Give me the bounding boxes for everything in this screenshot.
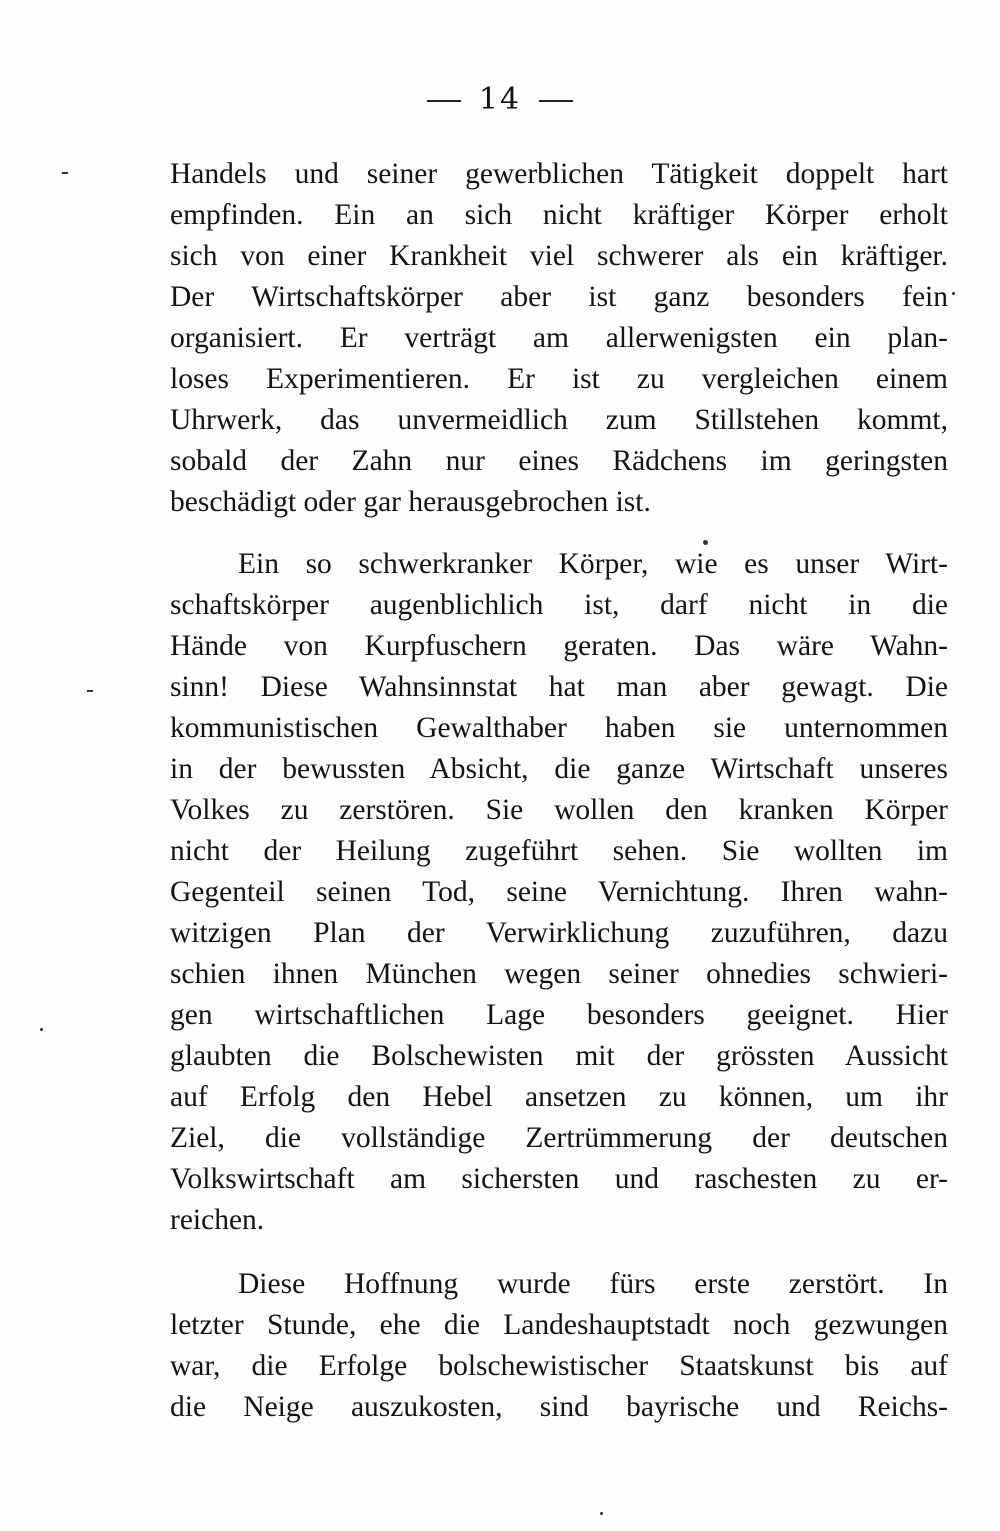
text-line: Ziel, die vollständige Zertrümmerung der deutschen [170, 1122, 948, 1154]
print-speck [703, 540, 708, 545]
text-line: Uhrwerk, das unvermeidlich zum Stillstehen kommt, [170, 404, 948, 436]
text-line: sinn! Diese Wahnsinnstat hat man aber gewagt. Die [170, 671, 948, 703]
print-speck [600, 1512, 603, 1515]
print-speck [952, 292, 955, 295]
text-line: gen wirtschaftlichen Lage besonders geeignet. Hier [170, 999, 948, 1031]
text-line: Diese Hoffnung wurde fürs erste zerstört. In [238, 1268, 948, 1300]
text-line: Handels und seiner gewerblichen Tätigkeit doppelt hart [170, 158, 948, 190]
text-line: Hände von Kurpfuschern geraten. Das wäre Wahn- [170, 630, 948, 662]
header-dash-left [427, 100, 461, 102]
paragraph-3 [170, 1264, 948, 1428]
text-line: schaftskörper augenblichlich ist, darf nicht in die [170, 589, 948, 621]
text-line: Der Wirtschaftskörper aber ist ganz besonders fein [170, 281, 948, 313]
print-speck [87, 690, 93, 692]
text-line: empfinden. Ein an sich nicht kräftiger Körper erholt [170, 199, 948, 231]
paragraph-1 [170, 154, 948, 523]
text-line: kommunistischen Gewalthaber haben sie unternommen [170, 712, 948, 744]
text-line: sobald der Zahn nur eines Rädchens im geringsten [170, 445, 948, 477]
text-line: die Neige auszukosten, sind bayrische und Reichs- [170, 1391, 948, 1423]
text-line: sich von einer Krankheit viel schwerer als ein kräftiger. [170, 240, 948, 272]
text-line: organisiert. Er verträgt am allerwenigsten ein plan- [170, 322, 948, 354]
page-number: 14 [478, 82, 522, 117]
text-line: reichen. [170, 1204, 265, 1236]
text-line: schien ihnen München wegen seiner ohnedies schwieri- [170, 958, 948, 990]
print-speck [62, 172, 68, 174]
header-dash-right [539, 100, 573, 102]
text-line: war, die Erfolge bolschewistischer Staatskunst bis auf [170, 1350, 948, 1382]
text-line: Ein so schwerkranker Körper, wie es unser Wirt- [238, 548, 948, 580]
text-line: Gegenteil seinen Tod, seine Vernichtung. Ihren wahn- [170, 876, 948, 908]
text-line: witzigen Plan der Verwirklichung zuzuführen, dazu [170, 917, 948, 949]
text-line: Volkswirtschaft am sichersten und raschesten zu er- [170, 1163, 948, 1195]
text-line: auf Erfolg den Hebel ansetzen zu können, um ihr [170, 1081, 948, 1113]
text-line: Volkes zu zerstören. Sie wollen den kranken Körper [170, 794, 948, 826]
page-header [0, 82, 1000, 117]
text-line: in der bewussten Absicht, die ganze Wirtschaft unseres [170, 753, 948, 785]
text-line: nicht der Heilung zugeführt sehen. Sie wollten im [170, 835, 948, 867]
text-line: glaubten die Bolschewisten mit der grössten Aussicht [170, 1040, 948, 1072]
text-line: letzter Stunde, ehe die Landeshauptstadt noch gezwungen [170, 1309, 948, 1341]
text-line: beschädigt oder gar herausgebrochen ist. [170, 486, 651, 518]
text-line: loses Experimentieren. Er ist zu vergleichen einem [170, 363, 948, 395]
print-speck [40, 1028, 43, 1031]
paragraph-2 [170, 544, 948, 1241]
